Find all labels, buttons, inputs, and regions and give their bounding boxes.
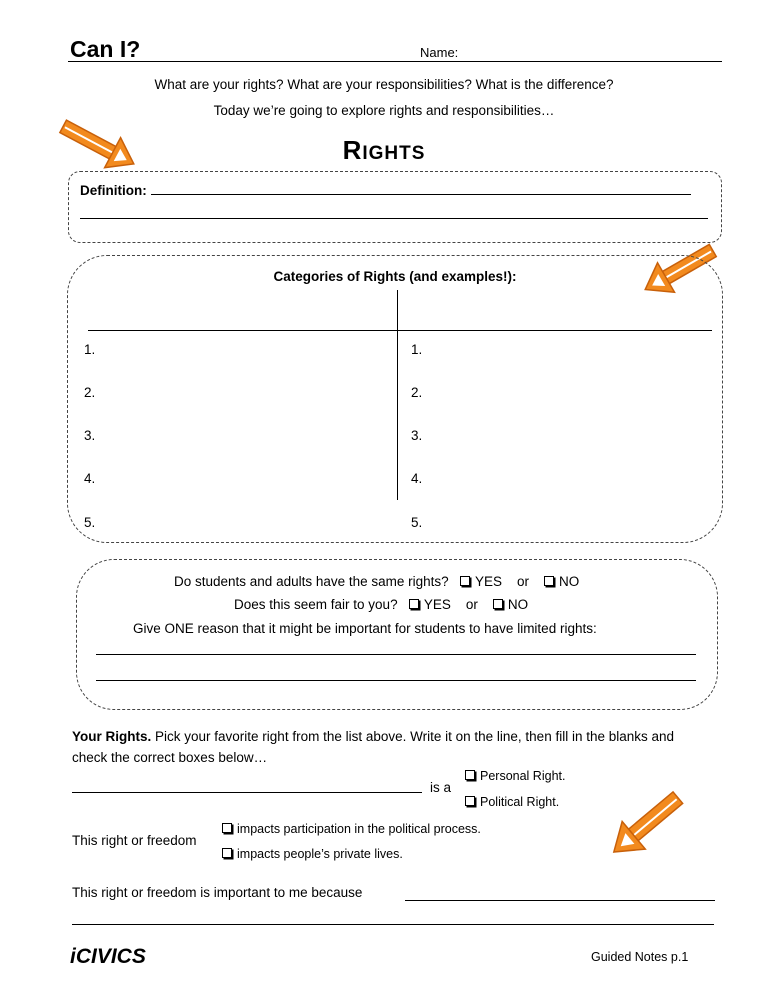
right-item-4[interactable]: 4.: [411, 471, 423, 486]
or-label: or: [465, 597, 478, 612]
definition-blank-line-2[interactable]: [80, 218, 708, 219]
rights-title-rest: IGHTS: [362, 143, 426, 164]
reason-question: Give ONE reason that it might be important for students to have limited rights:: [133, 621, 597, 636]
your-rights-text: Pick your favorite right from the list above. Write it on the line, then fill in the blanks and check the correct boxes below…: [72, 729, 675, 765]
intro-statement-line: Today we’re going to explore rights and responsibilities…: [213, 103, 555, 118]
freedom-label: This right or freedom: [72, 833, 197, 848]
left-item-2[interactable]: 2.: [84, 385, 96, 400]
left-item-4[interactable]: 4.: [84, 471, 96, 486]
or-label: or: [516, 574, 529, 589]
right-item-2[interactable]: 2.: [411, 385, 423, 400]
fair-text: Does this seem fair to you?: [234, 597, 398, 612]
private-lives-checkbox[interactable]: [222, 848, 232, 858]
definition-label: Definition:: [80, 183, 147, 198]
participation-label: impacts participation in the political process.: [237, 822, 481, 836]
no-checkbox[interactable]: [493, 599, 503, 609]
yes-label: YES: [423, 597, 451, 612]
fair-question: [234, 597, 528, 612]
categories-title: Categories of Rights (and examples!):: [273, 269, 517, 284]
intro-question-line: What are your rights? What are your responsibilities? What is the difference?: [154, 77, 614, 92]
icivics-logo: iCIVICS: [70, 945, 146, 968]
yes-checkbox[interactable]: [409, 599, 419, 609]
participation-option: [222, 822, 481, 836]
personal-right-checkbox[interactable]: [465, 770, 475, 780]
participation-checkbox[interactable]: [222, 823, 232, 833]
left-item-5[interactable]: 5.: [84, 515, 96, 530]
is-a-label: is a: [430, 780, 452, 795]
right-item-1[interactable]: 1.: [411, 342, 423, 357]
political-right-option: [465, 795, 559, 809]
categories-box: [67, 255, 723, 543]
worksheet-title: Can I?: [70, 36, 141, 62]
important-blank-2[interactable]: [72, 924, 714, 925]
reason-blank-line-1[interactable]: [96, 654, 696, 655]
left-item-1[interactable]: 1.: [84, 342, 96, 357]
header-rule: [68, 61, 722, 62]
rights-title-initial: R: [342, 135, 363, 165]
important-blank-1[interactable]: [405, 900, 715, 901]
orange-arrow-icon: [596, 790, 696, 860]
favorite-right-blank[interactable]: [72, 792, 422, 793]
your-rights-heading: Your Rights.: [72, 729, 152, 744]
private-lives-label: impacts people’s private lives.: [237, 847, 403, 861]
personal-right-label: Personal Right.: [480, 769, 566, 783]
categories-horizontal-divider: [88, 330, 712, 331]
right-item-3[interactable]: 3.: [411, 428, 423, 443]
no-label: NO: [507, 597, 529, 612]
political-right-checkbox[interactable]: [465, 796, 475, 806]
reason-blank-line-2[interactable]: [96, 680, 696, 681]
definition-line: [80, 180, 691, 198]
political-right-label: Political Right.: [480, 795, 560, 809]
private-lives-option: [222, 847, 403, 861]
no-checkbox[interactable]: [544, 576, 554, 586]
same-rights-text: Do students and adults have the same rights?: [174, 574, 449, 589]
categories-vertical-divider: [397, 290, 398, 500]
same-rights-question: [174, 574, 579, 589]
no-label: NO: [559, 574, 580, 589]
your-rights-instructions: [72, 726, 712, 768]
important-label: This right or freedom is important to me because: [72, 885, 363, 900]
left-item-3[interactable]: 3.: [84, 428, 96, 443]
name-label: Name:: [420, 45, 459, 60]
personal-right-option: [465, 769, 565, 783]
yes-label: YES: [474, 574, 502, 589]
yes-checkbox[interactable]: [460, 576, 470, 586]
orange-arrow-icon: [52, 118, 144, 174]
right-item-5[interactable]: 5.: [411, 515, 423, 530]
definition-blank[interactable]: [151, 180, 691, 195]
page-note: Guided Notes p.1: [591, 950, 689, 964]
